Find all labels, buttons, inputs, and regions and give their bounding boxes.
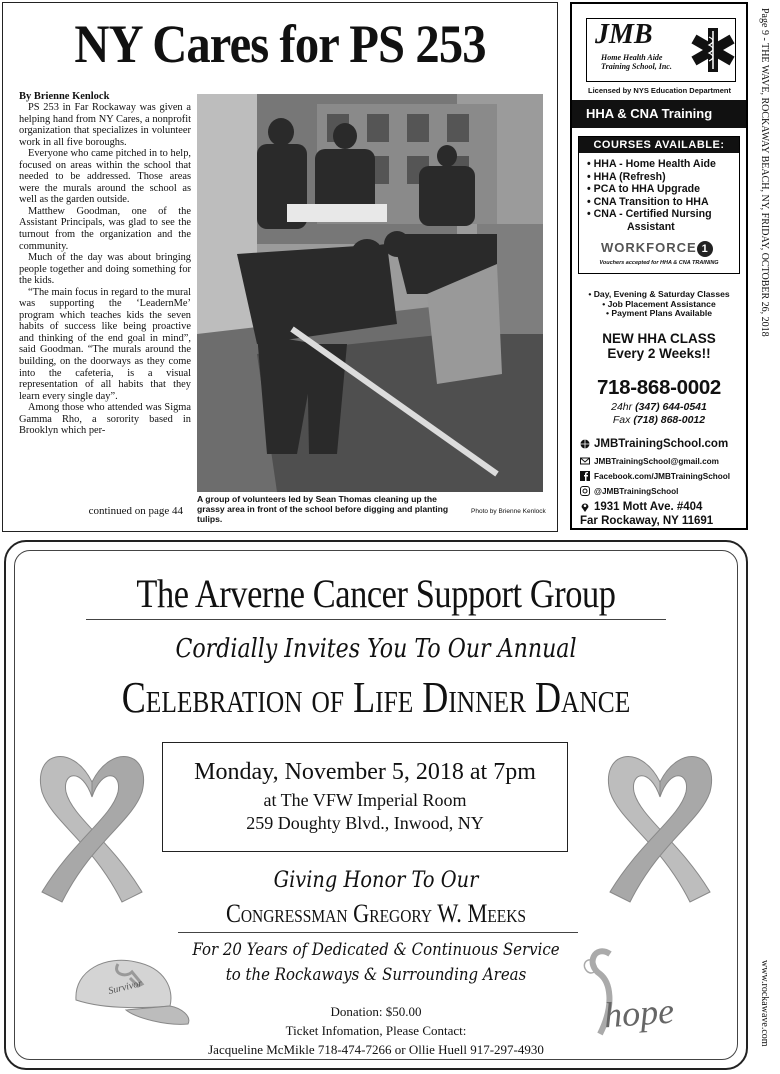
email-text: JMBTrainingSchool@gmail.com (594, 456, 719, 466)
course-item: • HHA (Refresh) (587, 170, 666, 183)
envelope-icon (580, 456, 590, 466)
jmb-address (580, 501, 702, 513)
article (2, 2, 558, 532)
instagram-icon (580, 486, 590, 496)
courses-list (579, 153, 739, 233)
jmb-phone-24hr (572, 401, 746, 413)
page-info (752, 8, 772, 368)
service-line-2: to the Rockaways & Surrounding Areas (225, 965, 527, 985)
volunteers-photo (197, 94, 543, 492)
photo-illustration (197, 94, 543, 492)
event-venue: at The VFW Imperial Room (263, 790, 467, 810)
jmb-logo-name: JMB (595, 19, 653, 50)
fax-label: Fax (612, 414, 631, 426)
event-details-box (162, 742, 568, 852)
feature-item: • Payment Plans Available (605, 308, 713, 319)
phone-24hr-label: 24hr (611, 401, 633, 413)
address-line-1: 1931 Mott Ave. #404 (594, 501, 703, 513)
jmb-fax (572, 414, 746, 426)
course-item: • HHA - Home Health Aide (587, 158, 716, 170)
jmb-facebook (580, 471, 730, 481)
page-info-text: Page 9 - THE WAVE, ROCKAWAY BEACH, NY, FRIDAY, OCTOBER 26, 2018 (759, 8, 770, 337)
article-headline: NY Cares for PS 253 (74, 14, 486, 74)
site-url (752, 960, 772, 1070)
giving-honor: Giving Honor To Our (273, 868, 479, 893)
jmb-instagram (580, 486, 678, 496)
jmb-logo (586, 18, 736, 82)
photo-credit: Photo by Brienne Kenlock (471, 508, 546, 515)
course-item: Assistant (627, 220, 675, 233)
jmb-email (580, 456, 719, 466)
website-text: JMBTrainingSchool.com (594, 438, 729, 450)
article-paragraph: Everyone who came pitched in to help, focused on areas within the school that needed to be addressed. Those areas were the murals around the school as well as the garden outside. (19, 148, 191, 206)
ad-invite: Cordially Invites You To Our Annual (175, 634, 577, 664)
workforce-logo (601, 240, 713, 257)
star-of-life-icon (691, 25, 735, 75)
article-paragraph: PS 253 in Far Rockaway was given a helping hand from NY Cares, a nonprofit organization that specializes in volunteer work in all five boroughs. (19, 102, 191, 148)
hope-text: hope (602, 990, 676, 1036)
jmb-address-city: Far Rockaway, NY 11691 (580, 515, 714, 527)
event-address: 259 Doughty Blvd., Inwood, NY (246, 813, 484, 833)
course-item: • CNA - Certified Nursing (587, 208, 712, 220)
feature-item: • Day, Evening & Saturday Classes (588, 289, 730, 299)
honoree-name: Congressman Gregory W. Meeks (225, 899, 527, 928)
ad-event-name: Celebration of Life Dinner Dance (121, 673, 631, 722)
facebook-text: Facebook.com/JMBTrainingSchool (594, 471, 731, 481)
new-class-notice (572, 332, 746, 361)
article-paragraph: Among those who attended was Sigma Gamma Rho, a sorority based in Brooklyn which per- (19, 402, 191, 437)
article-paragraph: Much of the day was about bringing people together and doing something for the kids. (19, 252, 191, 287)
jmb-logo-subtitle: Home Health Aide Training School, Inc. (601, 53, 672, 71)
ticket-info: Ticket Infomation, Please Contact: (285, 1023, 467, 1038)
instagram-text: @JMBTrainingSchool (594, 486, 679, 496)
photo-caption: A group of volunteers led by Sean Thomas cleaning up the grassy area in front of the school before digging and planting tulips. (197, 494, 449, 524)
features-list (572, 290, 746, 319)
cancer-support-ad (4, 540, 748, 1070)
course-item: • PCA to HHA Upgrade (587, 183, 700, 195)
cap-text: Survivor (107, 977, 144, 998)
site-url-text: www.rockawave.com (759, 960, 770, 1047)
honoree-rule (178, 932, 578, 933)
article-paragraph: Matthew Goodman, one of the Assistant Principals, was glad to see the turnout from the organization and the community. (19, 205, 191, 252)
article-body (19, 102, 191, 495)
continued-note: continued on page 44 (88, 505, 183, 517)
workforce-number: 1 (697, 241, 713, 257)
courses-box (578, 136, 740, 274)
facebook-icon (580, 471, 590, 481)
ad-title: The Arverne Cancer Support Group (136, 571, 616, 616)
courses-header: COURSES AVAILABLE: (579, 137, 739, 153)
phone-24hr-number: (347) 644-0541 (635, 401, 707, 413)
contact-names: Jacqueline McMikle 718-474-7266 or Ollie Huell 917-297-4930 (208, 1042, 544, 1057)
workforce-text: WORKFORCE (601, 240, 697, 255)
jmb-website (580, 438, 728, 450)
article-paragraph: “The main focus in regard to the mural was supporting the ‘LeadernMe’ program which teaches kids the seven habits of success like being proactive and thinking of the end goal in mind”, said Goodman. “The murals around the building, on the doorways as they come into the cafeteria, is a visual representation of all habits that they learn every single day”. (19, 286, 191, 402)
fax-number: (718) 868-0012 (633, 414, 706, 426)
title-rule (86, 619, 666, 620)
globe-icon (580, 439, 590, 449)
jmb-ad (570, 2, 748, 530)
service-line-1: For 20 Years of Dedicated & Continuous Service (192, 940, 560, 960)
new-class-line: NEW HHA CLASS (602, 331, 716, 346)
jmb-banner: HHA & CNA Training (572, 100, 746, 128)
map-pin-icon (580, 502, 590, 512)
feature-item: • Job Placement Assistance (602, 298, 716, 309)
event-date: Monday, November 5, 2018 at 7pm (194, 759, 536, 785)
jmb-licensed: Licensed by NYS Education Department (588, 86, 731, 95)
vouchers-note: Vouchers accepted for HHA & CNA TRAINING (599, 260, 719, 266)
jmb-phone: 718-868-0002 (596, 376, 722, 399)
article-byline: By Brienne Kenlock (19, 91, 110, 102)
donation: Donation: $50.00 (330, 1004, 422, 1019)
course-item: • CNA Transition to HHA (587, 195, 709, 208)
new-class-line: Every 2 Weeks!! (607, 345, 711, 361)
